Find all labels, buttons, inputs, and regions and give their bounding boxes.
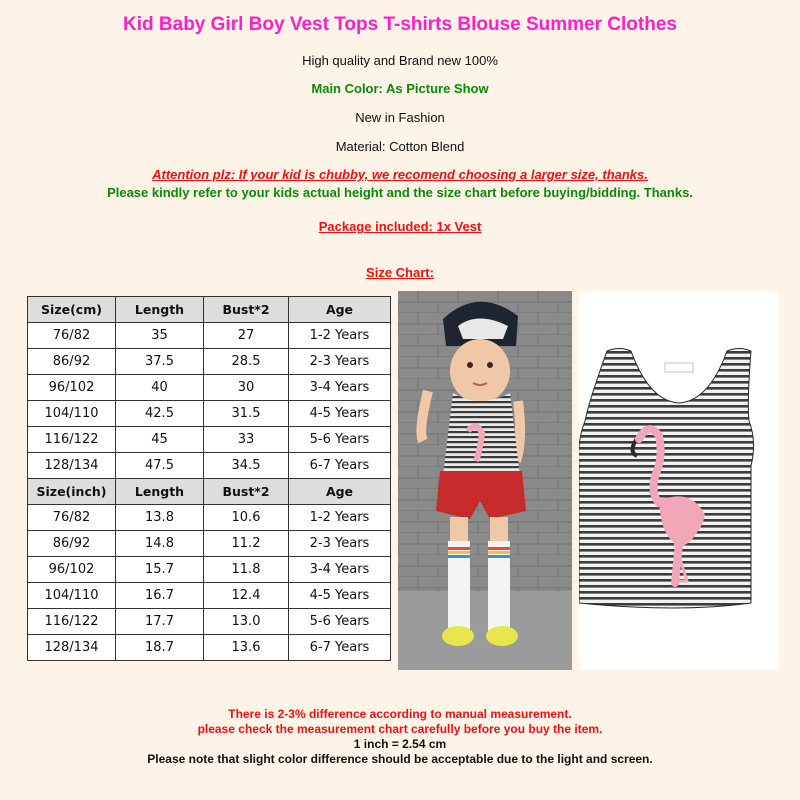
table-cell: 33 <box>204 427 289 453</box>
table-cell: 14.8 <box>116 531 204 557</box>
table-header-row <box>28 297 391 323</box>
main-color-line: Main Color: As Picture Show <box>311 81 489 96</box>
table-cell: 42.5 <box>116 401 204 427</box>
table-cell: 13.0 <box>204 609 289 635</box>
table-cell: 96/102 <box>28 375 116 401</box>
package-line: Package included: 1x Vest <box>318 219 482 234</box>
table-cell: 37.5 <box>116 349 204 375</box>
table-cell: 11.8 <box>204 557 289 583</box>
table-row <box>28 609 391 635</box>
attention-line: Attention plz: If your kid is chubby, we recomend choosing a larger size, thanks. <box>152 167 648 182</box>
table-cell: 12.4 <box>204 583 289 609</box>
material-line: Material: Cotton Blend <box>335 139 465 154</box>
vest-illustration <box>579 291 779 670</box>
table-row <box>28 505 391 531</box>
table-cell: 86/92 <box>28 531 116 557</box>
table-cell: 13.8 <box>116 505 204 531</box>
table-header-cell: Length <box>116 479 204 505</box>
table-row <box>28 401 391 427</box>
vest-product-photo <box>579 291 779 670</box>
table-cell: 10.6 <box>204 505 289 531</box>
table-cell: 116/122 <box>28 609 116 635</box>
table-row <box>28 635 391 661</box>
table-cell: 96/102 <box>28 557 116 583</box>
page-title: Kid Baby Girl Boy Vest Tops T-shirts Blouse Summer Clothes <box>123 14 677 35</box>
table-header-cell: Age <box>289 297 391 323</box>
table-cell: 28.5 <box>204 349 289 375</box>
table-cell: 15.7 <box>116 557 204 583</box>
table-header-cell: Age <box>289 479 391 505</box>
table-header-row <box>28 479 391 505</box>
table-row <box>28 427 391 453</box>
table-cell: 3-4 Years <box>289 557 391 583</box>
table-cell: 104/110 <box>28 401 116 427</box>
table-cell: 35 <box>116 323 204 349</box>
table-cell: 40 <box>116 375 204 401</box>
table-cell: 3-4 Years <box>289 375 391 401</box>
table-cell: 27 <box>204 323 289 349</box>
table-cell: 34.5 <box>204 453 289 479</box>
footer-difference: There is 2-3% difference according to manual measurement. <box>228 707 572 721</box>
table-cell: 17.7 <box>116 609 204 635</box>
table-cell: 1-2 Years <box>289 505 391 531</box>
footer-color-note: Please note that slight color difference should be acceptable due to the light and screen. <box>147 752 653 766</box>
table-header-cell: Size(cm) <box>28 297 116 323</box>
table-cell: 128/134 <box>28 453 116 479</box>
table-row <box>28 453 391 479</box>
footer-inch: 1 inch = 2.54 cm <box>353 737 447 751</box>
table-row <box>28 375 391 401</box>
table-cell: 104/110 <box>28 583 116 609</box>
table-cell: 128/134 <box>28 635 116 661</box>
table-cell: 76/82 <box>28 505 116 531</box>
table-cell: 2-3 Years <box>289 349 391 375</box>
table-cell: 47.5 <box>116 453 204 479</box>
table-cell: 16.7 <box>116 583 204 609</box>
table-row <box>28 531 391 557</box>
table-row <box>28 323 391 349</box>
table-cell: 5-6 Years <box>289 609 391 635</box>
table-cell: 76/82 <box>28 323 116 349</box>
child-photo-illustration <box>398 291 572 670</box>
fashion-line: New in Fashion <box>355 110 445 125</box>
table-cell: 116/122 <box>28 427 116 453</box>
table-cell: 6-7 Years <box>289 453 391 479</box>
table-row <box>28 349 391 375</box>
size-table <box>27 296 391 661</box>
table-cell: 31.5 <box>204 401 289 427</box>
footer-check: please check the measurement chart carefully before you buy the item. <box>197 722 603 736</box>
table-cell: 1-2 Years <box>289 323 391 349</box>
table-cell: 4-5 Years <box>289 583 391 609</box>
table-header-cell: Size(inch) <box>28 479 116 505</box>
table-header-cell: Bust*2 <box>204 297 289 323</box>
quality-line: High quality and Brand new 100% <box>302 53 498 68</box>
table-cell: 4-5 Years <box>289 401 391 427</box>
table-row <box>28 583 391 609</box>
table-header-cell: Bust*2 <box>204 479 289 505</box>
table-cell: 13.6 <box>204 635 289 661</box>
table-cell: 6-7 Years <box>289 635 391 661</box>
table-cell: 18.7 <box>116 635 204 661</box>
table-cell: 2-3 Years <box>289 531 391 557</box>
refer-line: Please kindly refer to your kids actual height and the size chart before buying/bidding. Thanks. <box>107 185 693 200</box>
child-photo <box>398 291 572 670</box>
table-header-cell: Length <box>116 297 204 323</box>
size-chart-heading: Size Chart: <box>366 265 434 280</box>
table-cell: 30 <box>204 375 289 401</box>
table-row <box>28 557 391 583</box>
table-cell: 45 <box>116 427 204 453</box>
table-cell: 5-6 Years <box>289 427 391 453</box>
table-cell: 11.2 <box>204 531 289 557</box>
table-cell: 86/92 <box>28 349 116 375</box>
